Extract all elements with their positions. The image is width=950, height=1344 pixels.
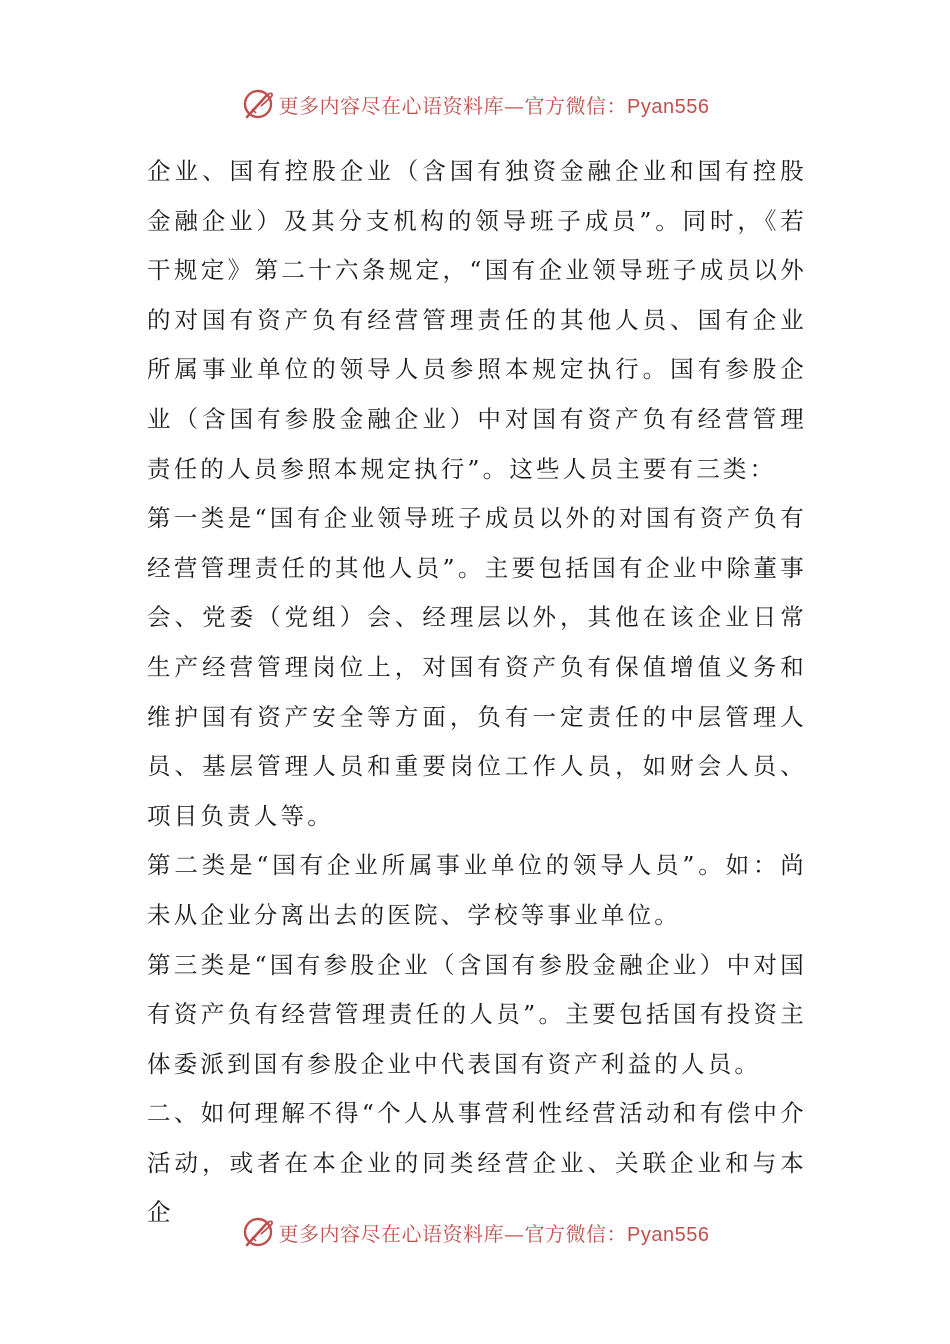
watermark-footer	[0, 1212, 950, 1252]
paragraph-continuation: 企业、国有控股企业（含国有独资金融企业和国有控股金融企业）及其分支机构的领导班子成员”。同时，《若干规定》第二十六条规定，“国有企业领导班子成员以外的对国有资产负有经营管理责任的其他人员、国有企业所属事业单位的领导人员参照本规定执行。国有参股企业（含国有参股金融企业）中对国有资产负有经营管理责任的人员参照本规定执行”。这些人员主要有三类：	[147, 157, 807, 483]
watermark-text: 更多内容尽在心语资料库—官方微信：	[278, 1221, 628, 1246]
watermark-text-group	[279, 90, 710, 119]
document-body	[147, 147, 807, 1238]
paragraph-category-two: 第二类是“国有企业所属事业单位的领导人员”。如：尚未从企业分离出去的医院、学校等事业单位。	[147, 851, 807, 929]
watermark-wechat-id: Pyan556	[627, 95, 710, 118]
quill-seal-icon	[241, 87, 275, 121]
watermark-text-group	[279, 1218, 710, 1247]
paragraph-category-one: 第一类是“国有企业领导班子成员以外的对国有资产负有经营管理责任的其他人员”。主要包括国有企业中除董事会、党委（党组）会、经理层以外，其他在该企业日常生产经营管理岗位上，对国有资产负有保值增值义务和维护国有资产安全等方面，负有一定责任的中层管理人员、基层管理人员和重要岗位工作人员，如财会人员、项目负责人等。	[147, 504, 807, 830]
paragraph-section-two: 二、如何理解不得“个人从事营利性经营活动和有偿中介活动，或者在本企业的同类经营企业、关联企业和与本企	[147, 1099, 807, 1227]
watermark-text: 更多内容尽在心语资料库—官方微信：	[278, 93, 628, 118]
watermark-wechat-id: Pyan556	[627, 1223, 710, 1246]
quill-seal-icon	[241, 1215, 275, 1249]
paragraph-category-three: 第三类是“国有参股企业（含国有参股金融企业）中对国有资产负有经营管理责任的人员”。主要包括国有投资主体委派到国有参股企业中代表国有资产利益的人员。	[147, 950, 807, 1078]
watermark-header	[0, 84, 950, 124]
